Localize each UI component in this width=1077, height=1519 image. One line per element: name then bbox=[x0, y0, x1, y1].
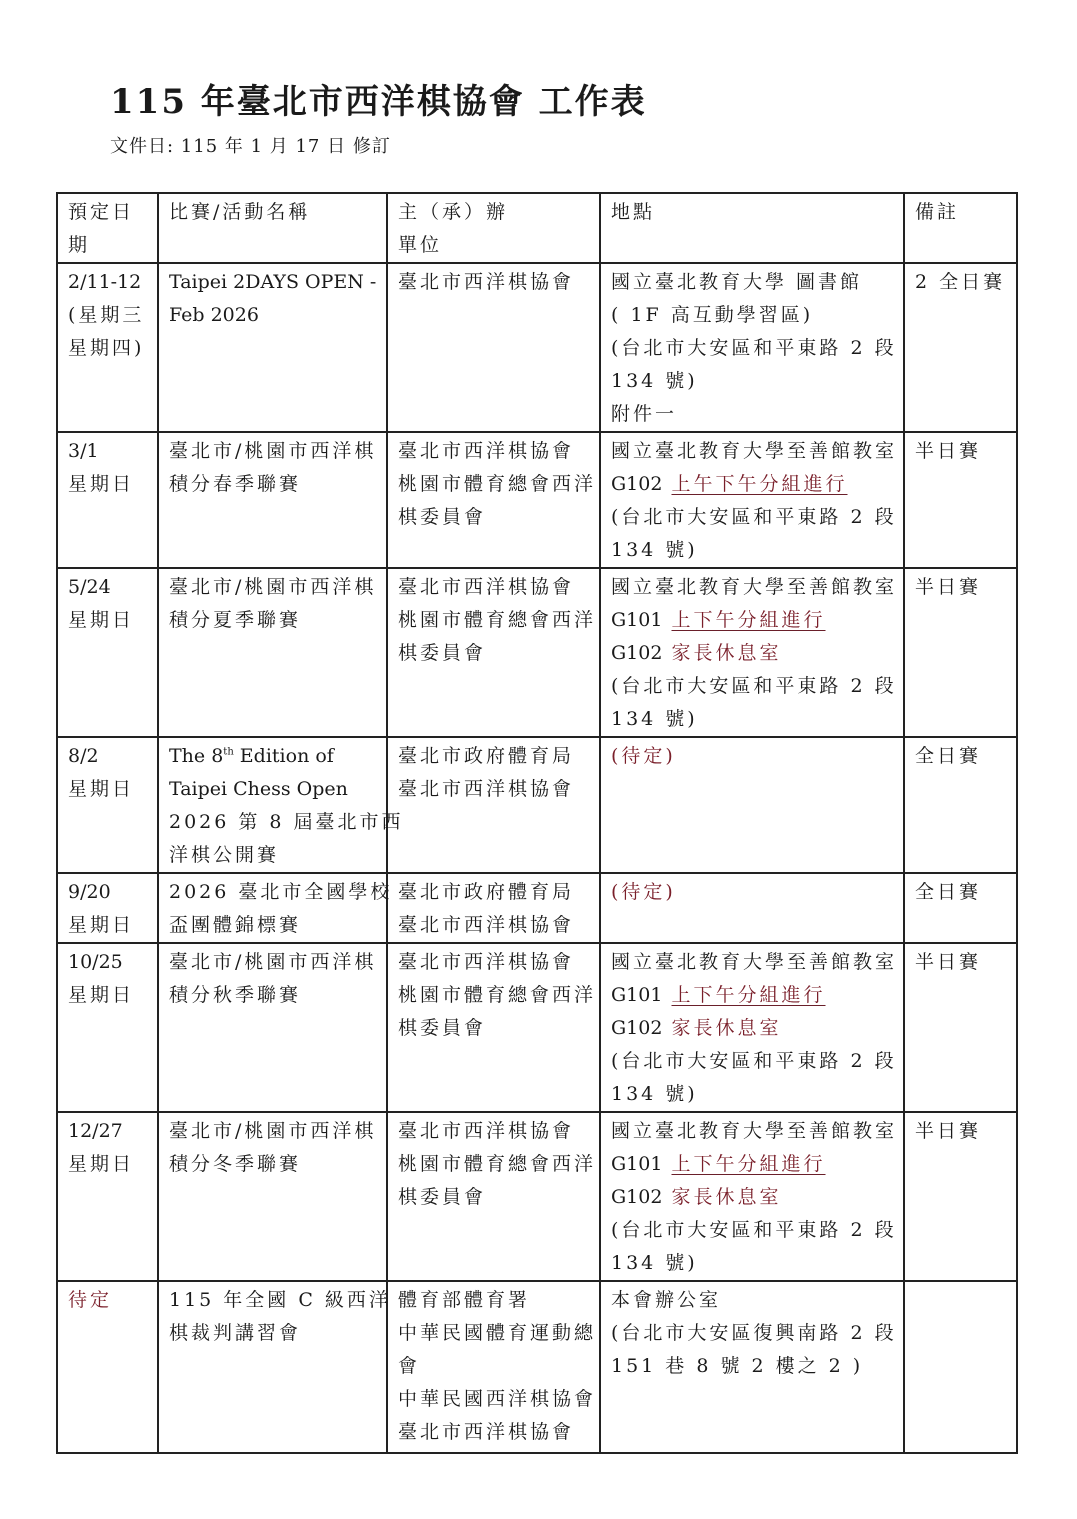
event-name-text: 洋棋公開賽 bbox=[169, 844, 280, 866]
host-text: 臺北市西洋棋協會 bbox=[398, 1421, 575, 1443]
location-address: (台北市大安區和平東路 2 段 bbox=[611, 506, 897, 528]
table-row bbox=[57, 1281, 1017, 1453]
document-date: 文件日: 115 年 1 月 17 日 修訂 bbox=[110, 136, 391, 157]
event-name-text: 積分冬季聯賽 bbox=[169, 1153, 302, 1175]
cell-event-name bbox=[158, 943, 387, 1112]
weekday-text: 星期日 bbox=[68, 1153, 135, 1175]
table-row bbox=[57, 1112, 1017, 1281]
table-row bbox=[57, 873, 1017, 943]
event-name-text: Taipei Chess Open bbox=[169, 778, 348, 800]
location-address: (台北市大安區和平東路 2 段 bbox=[611, 1050, 897, 1072]
cell-host bbox=[387, 1281, 600, 1453]
room-usage-text: 家長休息室 bbox=[671, 642, 782, 664]
cell-location bbox=[600, 568, 904, 737]
cell-note bbox=[904, 263, 1017, 432]
room-code: G102 bbox=[611, 1017, 663, 1039]
date-tbd: 待定 bbox=[68, 1289, 113, 1311]
column-header-host bbox=[387, 193, 600, 263]
cell-event-name bbox=[158, 1112, 387, 1281]
table-header-row bbox=[57, 193, 1017, 263]
host-text: 棋委員會 bbox=[398, 506, 487, 528]
cell-date bbox=[57, 432, 158, 568]
cell-host bbox=[387, 737, 600, 873]
weekday-text: 星期日 bbox=[68, 984, 135, 1006]
cell-location bbox=[600, 1112, 904, 1281]
event-name-part: The 8 bbox=[169, 745, 224, 767]
cell-location bbox=[600, 873, 904, 943]
room-usage-text: 家長休息室 bbox=[671, 1017, 782, 1039]
cell-host bbox=[387, 1112, 600, 1281]
header-text: 備註 bbox=[915, 201, 960, 223]
host-text: 中華民國體育運動總 bbox=[398, 1322, 597, 1344]
header-text: 比賽/活動名稱 bbox=[169, 201, 311, 223]
cell-event-name bbox=[158, 1281, 391, 1453]
cell-location bbox=[600, 943, 904, 1112]
ordinal-suffix: th bbox=[223, 746, 234, 758]
host-text: 臺北市政府體育局 bbox=[398, 745, 575, 767]
room-usage-text: 上下午分組進行 bbox=[671, 984, 826, 1006]
cell-event-name bbox=[158, 873, 393, 943]
location-address: (台北市大安區和平東路 2 段 bbox=[611, 675, 897, 697]
location-address: 134 號) bbox=[611, 370, 698, 392]
event-name-part: Edition of bbox=[233, 745, 334, 767]
header-text: 主（承）辦 bbox=[398, 201, 509, 223]
location-text: ( 1F 高互動學習區) bbox=[611, 304, 814, 326]
location-text: 國立臺北教育大學至善館教室 bbox=[611, 951, 898, 973]
cell-event-name bbox=[158, 737, 404, 873]
weekday-text: 星期日 bbox=[68, 609, 135, 631]
cell-event-name bbox=[158, 568, 387, 737]
cell-date bbox=[57, 1281, 158, 1453]
header-text: 預定日 bbox=[68, 201, 135, 223]
weekday-text: (星期三 bbox=[68, 304, 145, 326]
event-name-text: 臺北市/桃園市西洋棋 bbox=[169, 951, 377, 973]
host-text: 臺北市西洋棋協會 bbox=[398, 576, 575, 598]
host-text: 棋委員會 bbox=[398, 1186, 487, 1208]
weekday-text: 星期日 bbox=[68, 914, 135, 936]
room-usage-text: 上下午分組進行 bbox=[671, 609, 826, 631]
weekday-text: 星期日 bbox=[68, 778, 135, 800]
header-text: 期 bbox=[68, 234, 91, 256]
host-text: 臺北市西洋棋協會 bbox=[398, 1120, 575, 1142]
location-text: 本會辦公室 bbox=[611, 1289, 722, 1311]
host-text: 會 bbox=[398, 1355, 421, 1377]
event-name-text: 積分秋季聯賽 bbox=[169, 984, 302, 1006]
room-code: G101 bbox=[611, 609, 663, 631]
date-text: 3/1 bbox=[68, 440, 99, 462]
event-name-text: 臺北市/桃園市西洋棋 bbox=[169, 576, 377, 598]
note-text: 全日賽 bbox=[915, 745, 982, 767]
location-address: 134 號) bbox=[611, 1252, 698, 1274]
cell-note bbox=[904, 943, 1017, 1112]
table-row bbox=[57, 432, 1017, 568]
cell-host bbox=[387, 943, 600, 1112]
location-text: 國立臺北教育大學 圖書館 bbox=[611, 271, 863, 293]
column-header-date bbox=[57, 193, 158, 263]
cell-note bbox=[904, 873, 1017, 943]
cell-note bbox=[904, 1281, 1017, 1453]
room-usage-text: 上午下午分組進行 bbox=[671, 473, 848, 495]
page-title: 115 年臺北市西洋棋協會 工作表 bbox=[110, 82, 647, 122]
event-name-text: 2026 第 8 屆臺北市西 bbox=[169, 811, 404, 833]
header-text: 單位 bbox=[398, 234, 443, 256]
cell-event-name bbox=[158, 263, 387, 432]
cell-note bbox=[904, 432, 1017, 568]
table-row bbox=[57, 943, 1017, 1112]
column-header-name bbox=[158, 193, 387, 263]
location-address: (台北市大安區復興南路 2 段 bbox=[611, 1322, 897, 1344]
cell-location bbox=[600, 432, 904, 568]
host-text: 中華民國西洋棋協會 bbox=[398, 1388, 597, 1410]
event-name-text bbox=[169, 740, 376, 773]
event-name-text: Taipei 2DAYS OPEN - bbox=[169, 271, 377, 293]
cell-host bbox=[387, 263, 600, 432]
location-tbd: (待定) bbox=[611, 881, 676, 903]
room-code: G102 bbox=[611, 1186, 663, 1208]
event-name-text: 臺北市/桃園市西洋棋 bbox=[169, 440, 377, 462]
location-address: 134 號) bbox=[611, 708, 698, 730]
location-address: (台北市大安區和平東路 2 段 bbox=[611, 1219, 897, 1241]
host-text: 桃園市體育總會西洋 bbox=[398, 1153, 597, 1175]
table-row bbox=[57, 568, 1017, 737]
cell-date bbox=[57, 263, 158, 432]
host-text: 桃園市體育總會西洋 bbox=[398, 609, 597, 631]
note-text: 半日賽 bbox=[915, 951, 982, 973]
cell-note bbox=[904, 568, 1017, 737]
room-usage-text: 家長休息室 bbox=[671, 1186, 782, 1208]
room-code: G102 bbox=[611, 642, 663, 664]
weekday-text: 星期四) bbox=[68, 337, 145, 359]
event-name-text: 積分春季聯賽 bbox=[169, 473, 302, 495]
host-text: 臺北市西洋棋協會 bbox=[398, 440, 575, 462]
event-name-text: 臺北市/桃園市西洋棋 bbox=[169, 1120, 377, 1142]
room-code: G101 bbox=[611, 1153, 663, 1175]
weekday-text: 星期日 bbox=[68, 473, 135, 495]
cell-location bbox=[600, 263, 904, 432]
cell-date bbox=[57, 568, 158, 737]
event-name-text: 2026 臺北市全國學校 bbox=[169, 881, 393, 903]
host-text: 臺北市西洋棋協會 bbox=[398, 271, 575, 293]
cell-note bbox=[904, 1112, 1017, 1281]
note-text: 2 全日賽 bbox=[915, 271, 1006, 293]
host-text: 棋委員會 bbox=[398, 1017, 487, 1039]
date-text: 5/24 bbox=[68, 576, 111, 598]
table-row bbox=[57, 737, 1017, 873]
event-name-text: Feb 2026 bbox=[169, 304, 259, 326]
location-text: 國立臺北教育大學至善館教室 bbox=[611, 576, 898, 598]
cell-location bbox=[600, 737, 904, 873]
cell-host bbox=[387, 873, 600, 943]
cell-date bbox=[57, 737, 158, 873]
host-text: 臺北市西洋棋協會 bbox=[398, 778, 575, 800]
cell-note bbox=[904, 737, 1017, 873]
event-name-text: 115 年全國 C 級西洋 bbox=[169, 1289, 391, 1311]
date-text: 12/27 bbox=[68, 1120, 123, 1142]
event-name-text: 棋裁判講習會 bbox=[169, 1322, 302, 1344]
host-text: 臺北市西洋棋協會 bbox=[398, 951, 575, 973]
event-name-text: 盃團體錦標賽 bbox=[169, 914, 302, 936]
cell-location bbox=[600, 1281, 904, 1453]
host-text: 桃園市體育總會西洋 bbox=[398, 984, 597, 1006]
event-name-text: 積分夏季聯賽 bbox=[169, 609, 302, 631]
location-text: 國立臺北教育大學至善館教室 bbox=[611, 1120, 898, 1142]
column-header-location bbox=[600, 193, 904, 263]
attachment-note: 附件一 bbox=[611, 403, 678, 425]
room-code: G101 bbox=[611, 984, 663, 1006]
host-text: 桃園市體育總會西洋 bbox=[398, 473, 597, 495]
column-header-note bbox=[904, 193, 1017, 263]
work-schedule-table bbox=[56, 192, 1018, 1454]
cell-host bbox=[387, 432, 600, 568]
cell-date bbox=[57, 943, 158, 1112]
cell-date bbox=[57, 1112, 158, 1281]
note-text: 半日賽 bbox=[915, 1120, 982, 1142]
cell-date bbox=[57, 873, 158, 943]
cell-event-name bbox=[158, 432, 387, 568]
host-text: 臺北市西洋棋協會 bbox=[398, 914, 575, 936]
location-text: 國立臺北教育大學至善館教室 bbox=[611, 440, 898, 462]
note-text: 全日賽 bbox=[915, 881, 982, 903]
location-tbd: (待定) bbox=[611, 745, 676, 767]
date-text: 8/2 bbox=[68, 745, 99, 767]
location-address: 151 巷 8 號 2 樓之 2 ) bbox=[611, 1355, 864, 1377]
date-text: 9/20 bbox=[68, 881, 111, 903]
host-text: 體育部體育署 bbox=[398, 1289, 531, 1311]
date-text: 10/25 bbox=[68, 951, 123, 973]
location-address: 134 號) bbox=[611, 1083, 698, 1105]
header-text: 地點 bbox=[611, 201, 656, 223]
date-text: 2/11-12 bbox=[68, 271, 142, 293]
table-row bbox=[57, 263, 1017, 432]
note-text: 半日賽 bbox=[915, 576, 982, 598]
note-text: 半日賽 bbox=[915, 440, 982, 462]
room-code: G102 bbox=[611, 473, 663, 495]
host-text: 臺北市政府體育局 bbox=[398, 881, 575, 903]
cell-host bbox=[387, 568, 600, 737]
location-address: (台北市大安區和平東路 2 段 bbox=[611, 337, 897, 359]
room-usage-text: 上下午分組進行 bbox=[671, 1153, 826, 1175]
location-address: 134 號) bbox=[611, 539, 698, 561]
host-text: 棋委員會 bbox=[398, 642, 487, 664]
